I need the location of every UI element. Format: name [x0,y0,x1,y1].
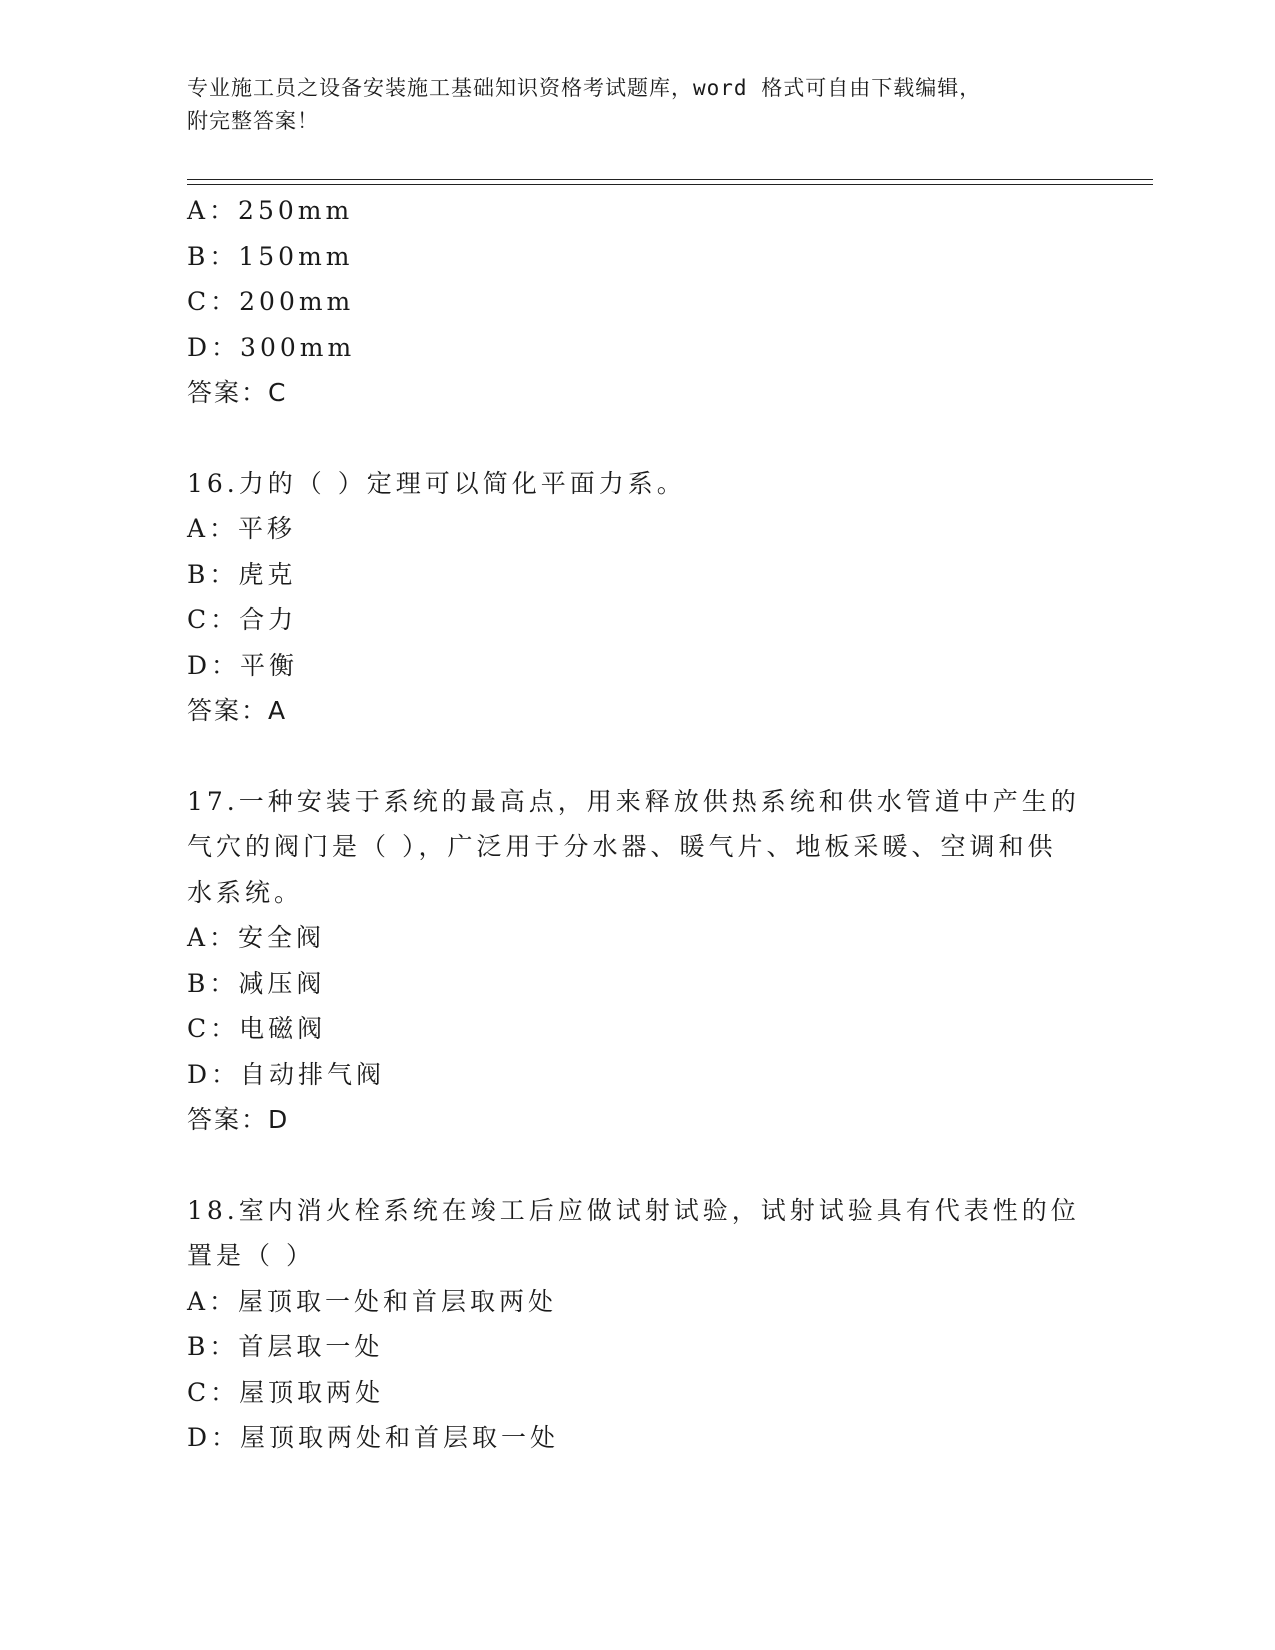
option-d: D：300mm [187,332,356,362]
question-18 [187,1188,1087,1461]
question-list [187,188,1087,1461]
option-c: C：合力 [187,605,298,634]
answer: 答案：A [187,696,288,725]
question-text-line-3: 水系统。 [187,877,304,907]
answer: 答案：D [187,1105,290,1134]
option-c: C：屋顶取两处 [187,1377,385,1407]
question-text-line-1: 17.一种安装于系统的最高点，用来释放供热系统和供水管道中产生的 [187,786,1080,816]
option-c: C：200mm [187,287,355,316]
header-divider-bottom [187,184,1153,185]
option-b: B：150mm [187,241,354,271]
option-b: B：虎克 [187,559,297,589]
question-15 [187,188,1087,416]
option-a: A：250mm [187,196,354,225]
header-line-1: 专业施工员之设备安装施工基础知识资格考试题库，word 格式可自由下载编辑， [187,76,982,100]
document-header [187,72,1067,138]
question-text-line-2: 气穴的阀门是（ ），广泛用于分水器、暖气片、地板采暖、空调和供 [187,832,1057,861]
question-17 [187,779,1087,1143]
option-d: D：平衡 [187,650,299,680]
option-b: B：减压阀 [187,968,326,998]
header-line-2: 附完整答案！ [187,109,319,133]
answer: 答案：C [187,378,288,407]
spacer [187,734,1087,779]
spacer [187,416,1087,461]
question-16 [187,461,1087,734]
option-b: B：首层取一处 [187,1332,384,1361]
question-text: 16.力的（ ）定理可以简化平面力系。 [187,468,686,498]
question-text-line-2: 置是（ ） [187,1241,315,1270]
spacer [187,1143,1087,1188]
question-text-line-1: 18.室内消火栓系统在竣工后应做试射试验，试射试验具有代表性的位 [187,1195,1080,1225]
option-d: D：屋顶取两处和首层取一处 [187,1423,560,1452]
option-c: C：电磁阀 [187,1014,327,1043]
option-d: D：自动排气阀 [187,1059,386,1089]
option-a: A：安全阀 [187,923,326,952]
header-divider-top [187,179,1153,180]
option-a: A：平移 [187,514,297,543]
option-a: A：屋顶取一处和首层取两处 [187,1286,558,1316]
